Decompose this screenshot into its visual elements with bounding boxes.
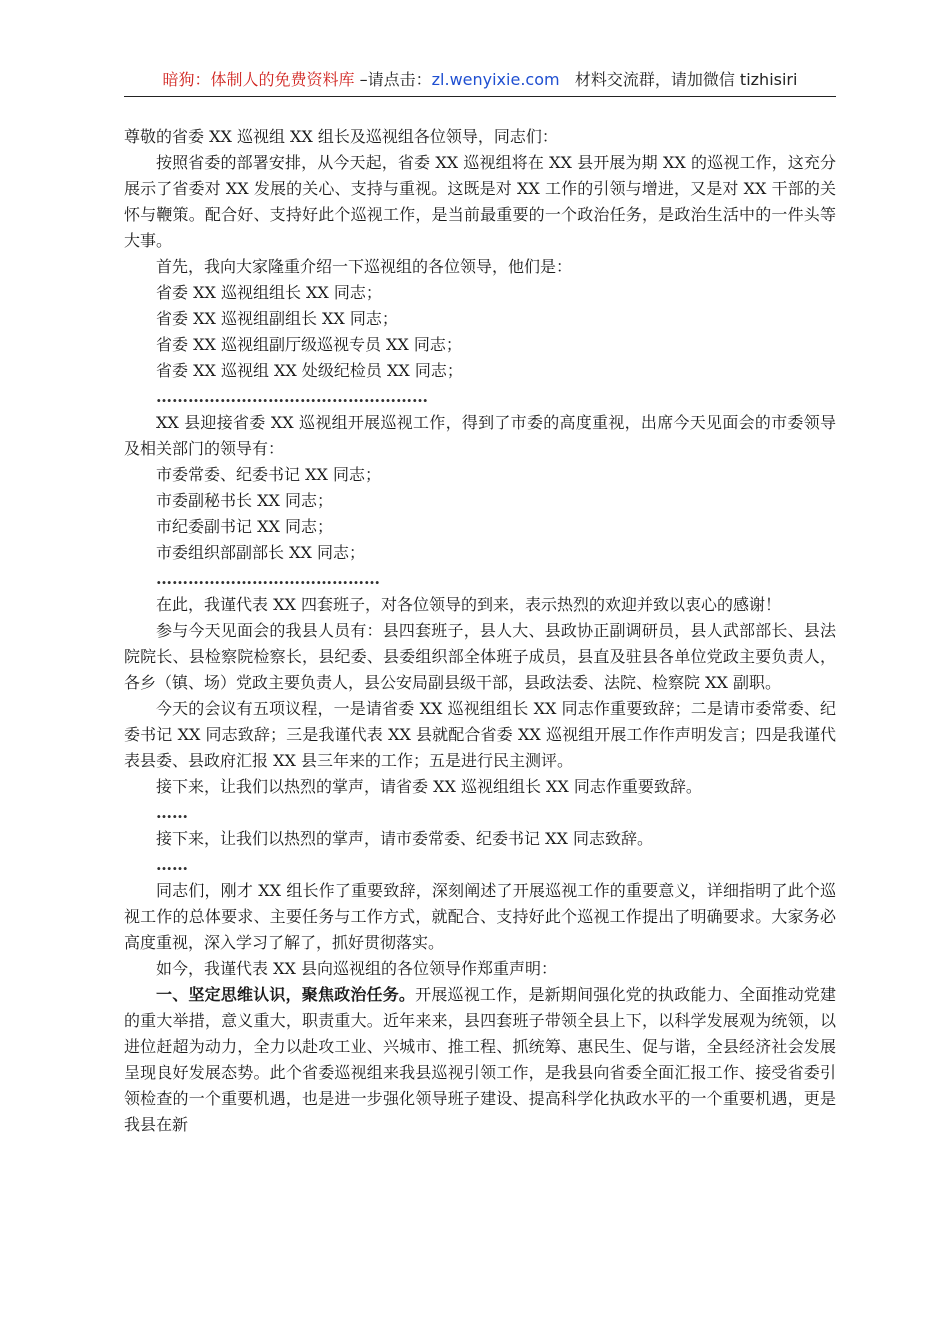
ellipsis-line: ……: [156, 855, 188, 874]
document-body: [124, 124, 836, 1138]
ellipsis-line: ……: [156, 803, 188, 822]
list-item: 市委组织部副部长 XX 同志；: [156, 543, 365, 562]
header-separator: –请点击：: [354, 70, 432, 89]
paragraph: 同志们，刚才 XX 组长作了重要致辞，深刻阐述了开展巡视工作的重要意义，详细指明了此个巡视工作的总体要求、主要任务与工作方式，就配合、支持好此个巡视工作提出了明确要求。大家务必高度重视，深入学习了解了，抓好贯彻落实。: [124, 881, 836, 952]
list-item: 省委 XX 巡视组副组长 XX 同志；: [156, 309, 398, 328]
paragraph: 接下来，让我们以热烈的掌声，请市委常委、纪委书记 XX 同志致辞。: [156, 829, 653, 848]
list-item: 省委 XX 巡视组 XX 处级纪检员 XX 同志；: [156, 361, 463, 380]
paragraph: 在此，我谨代表 XX 四套班子，对各位领导的到来，表示热烈的欢迎并致以衷心的感谢！: [156, 595, 781, 614]
paragraph: [124, 982, 836, 1138]
list-item: 市委常委、纪委书记 XX 同志；: [156, 465, 381, 484]
list-item: 市纪委副书记 XX 同志；: [156, 517, 333, 536]
section-text: 开展巡视工作，是新期间强化党的执政能力、全面推动党建的重大举措，意义重大，职责重大。近年来来，县四套班子带领全县上下，以科学发展观为统领，以进位赶超为动力，全力以赴攻工业、兴城市、推工程、抓统筹、惠民生、促与谐，全县经济社会发展呈现良好发展态势。此个省委巡视组来我县巡视引领工作，是我县向省委全面汇报工作、接受省委引领检查的一个重要机遇，也是进一步强化领导班子建设、提高科学化执政水平的一个重要机遇，更是我县在新: [124, 985, 836, 1134]
header-brand: 暗狗：体制人的免费资料库: [162, 70, 355, 89]
ellipsis-line: ……………………………………………: [156, 387, 428, 406]
list-item: 省委 XX 巡视组组长 XX 同志；: [156, 283, 382, 302]
paragraph: 按照省委的部署安排，从今天起，省委 XX 巡视组将在 XX 县开展为期 XX 的巡视工作，这充分展示了省委对 XX 发展的关心、支持与重视。这既是对 XX 工作的引领与增进，又是对 XX 干部的关怀与鞭策。配合好、支持好此个巡视工作，是当前最重要的一个政治任务，是政治生活中的一件头等大事。: [124, 153, 836, 250]
paragraph: 参与今天见面会的我县人员有：县四套班子，县人大、县政协正副调研员，县人武部部长、县法院院长、县检察院检察长，县纪委、县委组织部全体班子成员，县直及驻县各单位党政主要负责人，各乡（镇、场）党政主要负责人，县公安局副县级干部，县政法委、法院、检察院 XX 副职。: [124, 621, 836, 692]
page-header: [124, 68, 836, 97]
header-link[interactable]: zl.wenyixie.com: [431, 70, 560, 89]
section-heading: 一、坚定思维认识，聚焦政治任务。: [156, 985, 416, 1004]
paragraph: 如今，我谨代表 XX 县向巡视组的各位领导作郑重声明：: [156, 959, 557, 978]
list-item: 省委 XX 巡视组副厅级巡视专员 XX 同志；: [156, 335, 462, 354]
ellipsis-line: ……………………………………: [156, 569, 380, 588]
paragraph: 首先，我向大家隆重介绍一下巡视组的各位领导，他们是：: [156, 257, 573, 276]
header-note: [560, 70, 798, 89]
paragraph: XX 县迎接省委 XX 巡视组开展巡视工作，得到了市委的高度重视，出席今天见面会的市委领导及相关部门的领导有：: [124, 413, 836, 458]
paragraph: 今天的会议有五项议程，一是请省委 XX 巡视组组长 XX 同志作重要致辞；二是请市委常委、纪委书记 XX 同志致辞；三是我谨代表 XX 县就配合省委 XX 巡视组开展工作作声明发言；四是我谨代表县委、县政府汇报 XX 县三年来的工作；五是进行民主测评。: [124, 699, 836, 770]
paragraph: 接下来，让我们以热烈的掌声，请省委 XX 巡视组组长 XX 同志作重要致辞。: [156, 777, 702, 796]
header-note-text: 材料交流群，请加微信 tizhisiri: [574, 70, 798, 89]
list-item: 市委副秘书长 XX 同志；: [156, 491, 333, 510]
salutation: 尊敬的省委 XX 巡视组 XX 组长及巡视组各位领导，同志们：: [124, 127, 558, 146]
